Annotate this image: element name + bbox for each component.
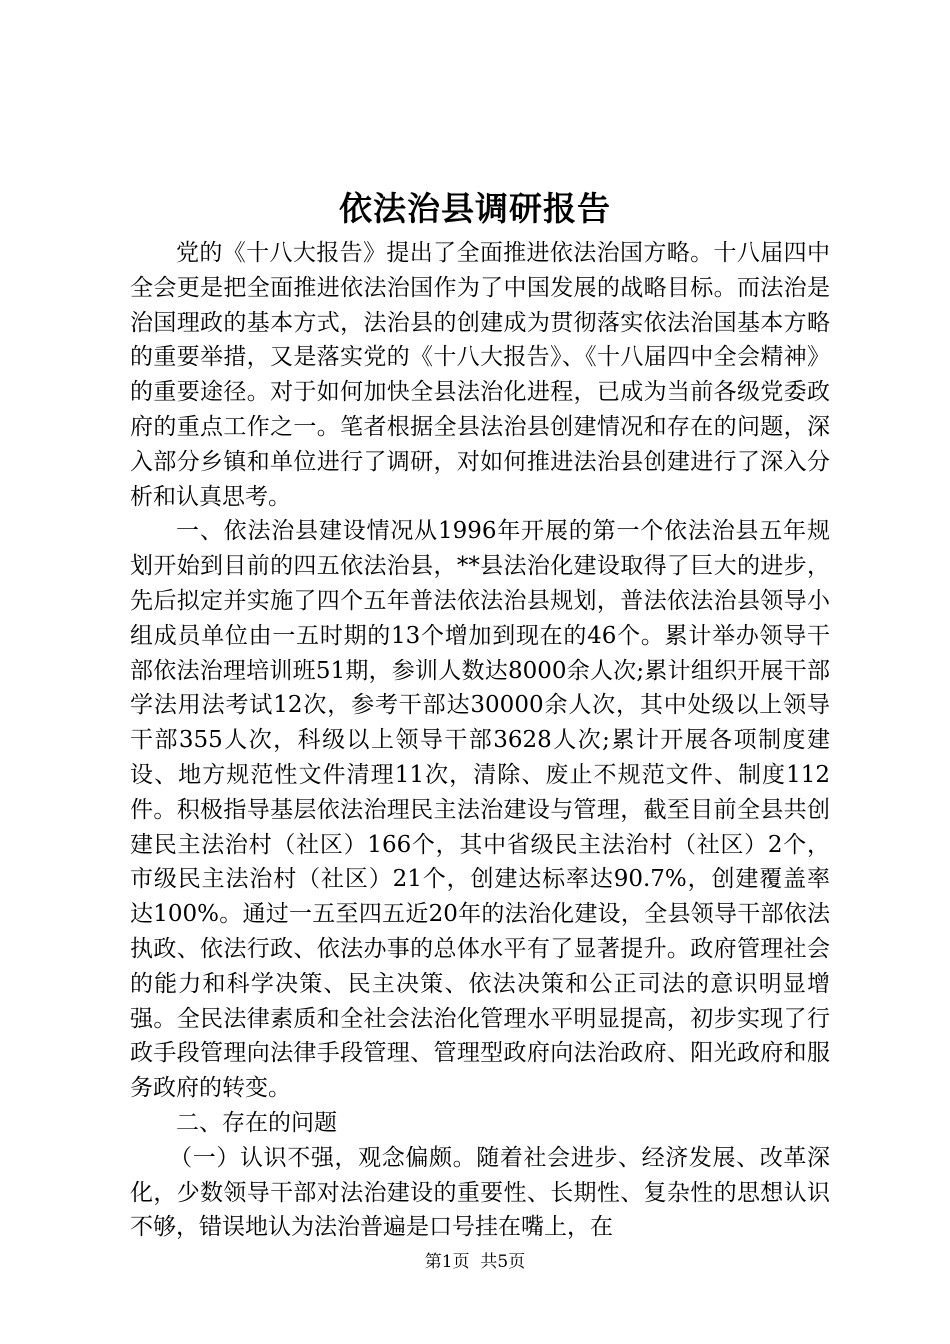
document-body: [130, 236, 830, 1245]
paragraph-section-two-heading: 二、存在的问题: [176, 1109, 337, 1136]
paragraph-intro: 党的《十八大报告》提出了全面推进依法治国方略。十八届四中全会更是把全面推进依法治国作为了中国发展的战略目标。而法治是治国理政的基本方式，法治县的创建成为贯彻落实依法治国基本方略的重要举措，又是落实党的《十八大报告》、《十八届四中全会精神》的重要途径。对于如何加快全县法治化进程，已成为当前各级党委政府的重点工作之一。笔者根据全县法治县创建情况和存在的问题，深入部分乡镇和单位进行了调研，对如何推进法治县创建进行了深入分析和认真思考。: [130, 240, 830, 510]
page-total: 共5页: [480, 1252, 526, 1272]
document-title: 依法治县调研报告: [339, 189, 611, 228]
page-number: 第1页: [424, 1252, 470, 1272]
page-footer: [0, 1250, 950, 1274]
paragraph-issue-one: （一）认识不强，观念偏颇。随着社会进步、经济发展、改革深化，少数领导干部对法治建设的重要性、长期性、复杂性的思想认识不够，错误地认为法治普遍是口号挂在嘴上，在: [130, 1144, 830, 1241]
paragraph-section-one: 一、依法治县建设情况从1996年开展的第一个依法治县五年规划开始到目前的四五依法治县，**县法治化建设取得了巨大的进步，先后拟定并实施了四个五年普法依法治县规划，普法依法治县领导小组成员单位由一五时期的13个增加到现在的46个。累计举办领导干部依法治理培训班51期，参训人数达8000余人次;累计组织开展干部学法用法考试12次，参考干部达30000余人次，其中处级以上领导干部355人次，科级以上领导干部3628人次;累计开展各项制度建设、地方规范性文件清理11次，清除、废止不规范文件、制度112件。积极指导基层依法治理民主法治建设与管理，截至目前全县共创建民主法治村（社区）166个，其中省级民主法治村（社区）2个，市级民主法治村（社区）21个，创建达标率达90.7%，创建覆盖率达100%。通过一五至四五近20年的法治化建设，全县领导干部依法执政、依法行政、依法办事的总体水平有了显著提升。政府管理社会的能力和科学决策、民主决策、依法决策和公正司法的意识明显增强。全民法律素质和全社会法治化管理水平明显提高，初步实现了行政手段管理向法律手段管理、管理型政府向法治政府、阳光政府和服务政府的转变。: [130, 518, 830, 1102]
